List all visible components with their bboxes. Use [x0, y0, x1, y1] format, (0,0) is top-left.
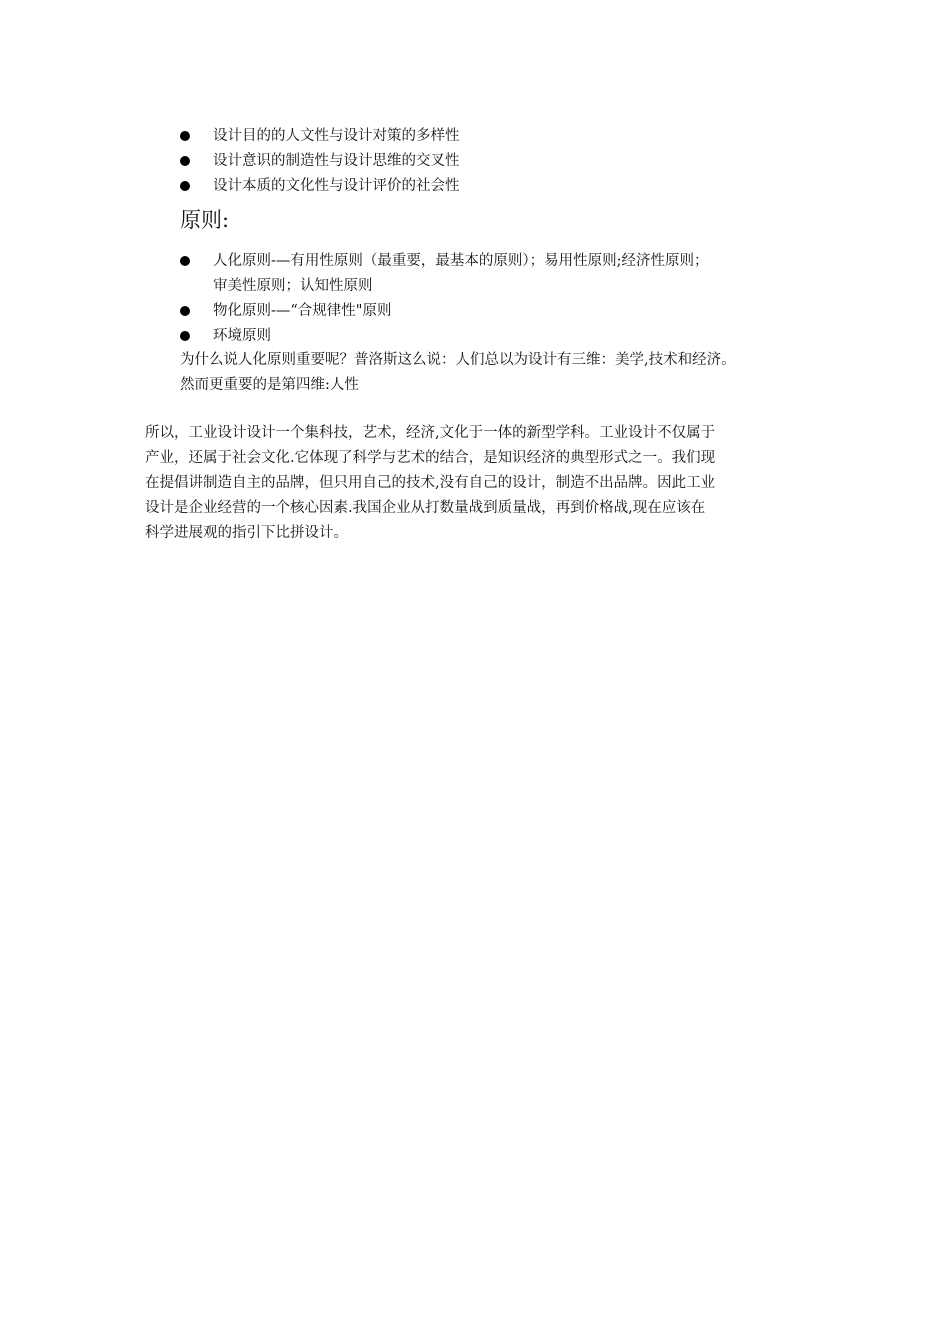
humanity-note [180, 348, 840, 398]
list-item [180, 299, 840, 324]
list-item [180, 124, 840, 149]
paragraph-line: 设计是企业经营的一个核心因素.我国企业从打数量战到质量战，再到价格战,现在应该在 [145, 500, 706, 516]
note-line: 为什么说人化原则重要呢？普洛斯这么说：人们总以为设计有三维：美学,技术和经济。 [180, 352, 736, 368]
bullet-icon [180, 131, 190, 141]
principle-text-continued: 审美性原则；认知性原则 [213, 278, 373, 294]
conclusion-paragraph [145, 421, 825, 546]
principles-heading: 原则: [180, 208, 230, 232]
bullet-icon [180, 156, 190, 166]
paragraph-line: 科学进展观的指引下比拼设计。 [145, 525, 348, 541]
principle-text: 人化原则-—有用性原则（最重要，最基本的原则）；易用性原则;经济性原则； [213, 253, 709, 269]
bullet-icon [180, 331, 190, 341]
note-line: 然而更重要的是第四维:人性 [180, 377, 359, 393]
feature-text: 设计意识的制造性与设计思维的交叉性 [213, 153, 460, 169]
paragraph-line: 所以，工业设计设计一个集科技，艺术，经济,文化于一体的新型学科。工业设计不仅属于 [145, 425, 716, 441]
feature-list [180, 124, 840, 199]
bullet-icon [180, 306, 190, 316]
list-item [180, 324, 840, 349]
list-item [180, 249, 840, 299]
bullet-icon [180, 256, 190, 266]
paragraph-line: 产业，还属于社会文化.它体现了科学与艺术的结合，是知识经济的典型形式之一。我们现 [145, 450, 716, 466]
list-item [180, 174, 840, 199]
principles-list [180, 249, 840, 349]
principle-text: 环境原则 [213, 328, 271, 344]
bullet-icon [180, 181, 190, 191]
paragraph-line: 在提倡讲制造自主的品牌，但只用自己的技术,没有自己的设计，制造不出品牌。因此工业 [145, 475, 716, 491]
feature-text: 设计目的的人文性与设计对策的多样性 [213, 128, 460, 144]
principle-text: 物化原则-—“合规律性"原则 [213, 303, 392, 319]
list-item [180, 149, 840, 174]
feature-text: 设计本质的文化性与设计评价的社会性 [213, 178, 460, 194]
